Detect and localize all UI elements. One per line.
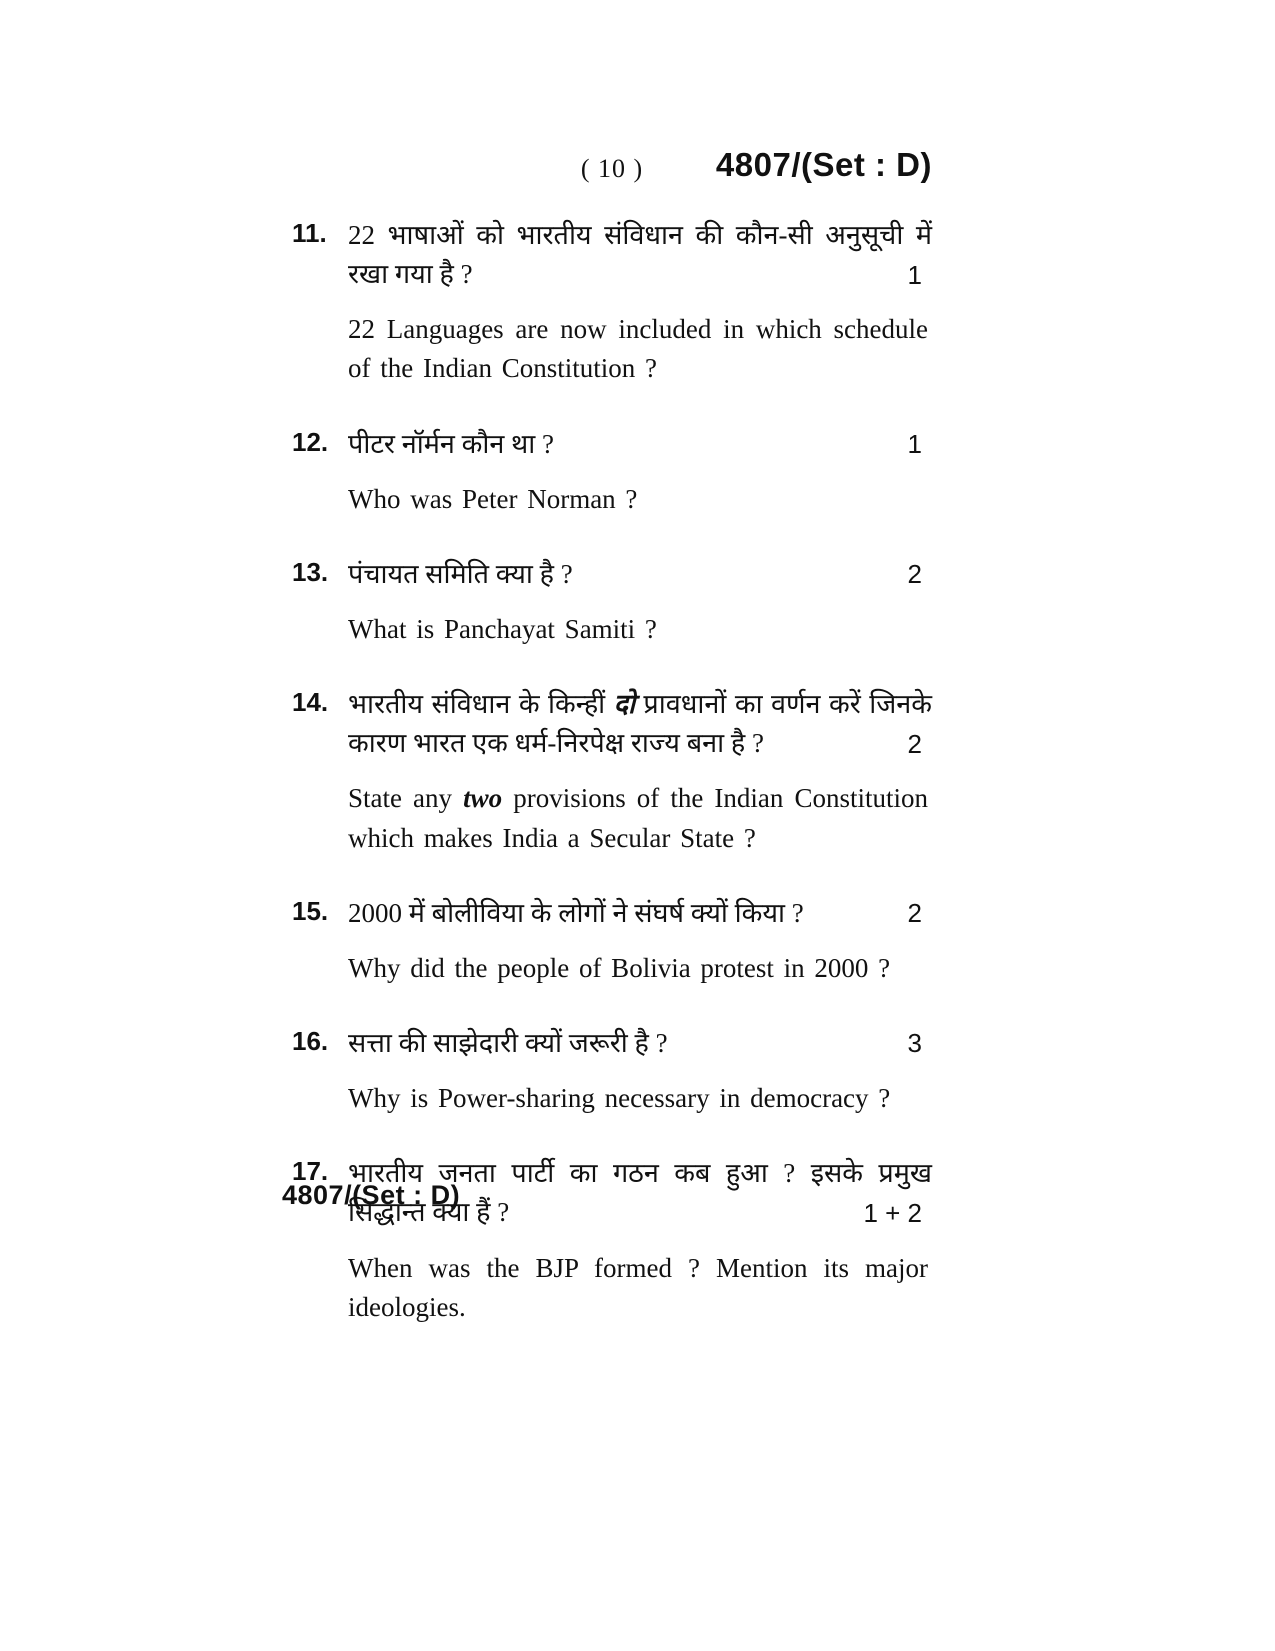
question-hindi-text: 2000 में बोलीविया के लोगों ने संघर्ष क्यों किया ? [348,897,804,928]
question-marks: 2 [907,898,922,929]
question-marks: 3 [907,1028,922,1059]
question-text-english: Why did the people of Bolivia protest in 2000 ? [348,952,891,983]
question-number: 15. [292,895,329,926]
question-item-12 [292,425,932,519]
question-item-16 [292,1024,932,1118]
question-text-hindi [348,1024,932,1063]
question-english-text-post: provisions of the Indian Constitution which makes India a Secular State ? [348,783,928,853]
page-number: ( 10 ) [580,154,644,183]
page-header [292,146,932,194]
question-number: 12. [292,426,329,457]
question-hindi-text: पीटर नॉर्मन कौन था ? [348,428,555,459]
question-text-hindi [348,216,932,294]
question-text-hindi [348,894,932,933]
question-text-english [348,779,932,857]
question-text-english: What is Panchayat Samiti ? [348,613,657,644]
question-hindi-text: सत्ता की साझेदारी क्यों जरूरी है ? [348,1027,668,1058]
question-text-hindi [348,685,932,763]
paper-code-header: 4807/(Set : D) [715,146,932,183]
question-text-english: Why is Power-sharing necessary in democracy ? [348,1083,891,1114]
question-english-emphasis: two [463,783,503,814]
question-number: 17. [292,1156,329,1187]
question-text-english: Who was Peter Norman ? [348,483,638,514]
question-marks: 1 + 2 [863,1197,922,1228]
question-number: 13. [292,556,329,587]
question-number: 11. [292,218,327,248]
question-marks: 2 [907,728,922,759]
question-item-14 [292,685,932,858]
question-hindi-text: भारतीय जनता पार्टी का गठन कब हुआ ? इसके प्रमुख सिद्धान्त क्या हैं ? [348,1158,932,1228]
question-number: 14. [292,687,329,718]
question-hindi-text: 22 भाषाओं को भारतीय संविधान की कौन-सी अनुसूची में रखा गया है ? [348,220,932,290]
question-text-hindi [348,555,932,594]
question-text-hindi [348,425,932,464]
question-number: 16. [292,1025,329,1056]
question-marks: 1 [907,429,922,460]
question-item-15 [292,894,932,988]
question-text-english: 22 Languages are now included in which schedule of the Indian Constitution ? [348,314,928,384]
question-hindi-emphasis: दो [613,689,635,720]
question-marks: 1 [907,259,922,290]
question-hindi-text-post: प्रावधानों का वर्णन करें जिनके कारण भारत एक धर्म-निरपेक्ष राज्य बना है ? [348,689,932,759]
question-hindi-text-pre: भारतीय संविधान के किन्हीं [348,689,614,720]
question-marks: 2 [907,559,922,590]
question-hindi-text: पंचायत समिति क्या है ? [348,558,573,589]
paper-code-footer: 4807/(Set : D) [282,1180,461,1210]
question-item-11 [292,216,932,389]
question-item-13 [292,555,932,649]
question-text-english: When was the BJP formed ? Mention its major ideologies. [348,1252,928,1322]
question-english-text-pre: State any [348,783,464,814]
